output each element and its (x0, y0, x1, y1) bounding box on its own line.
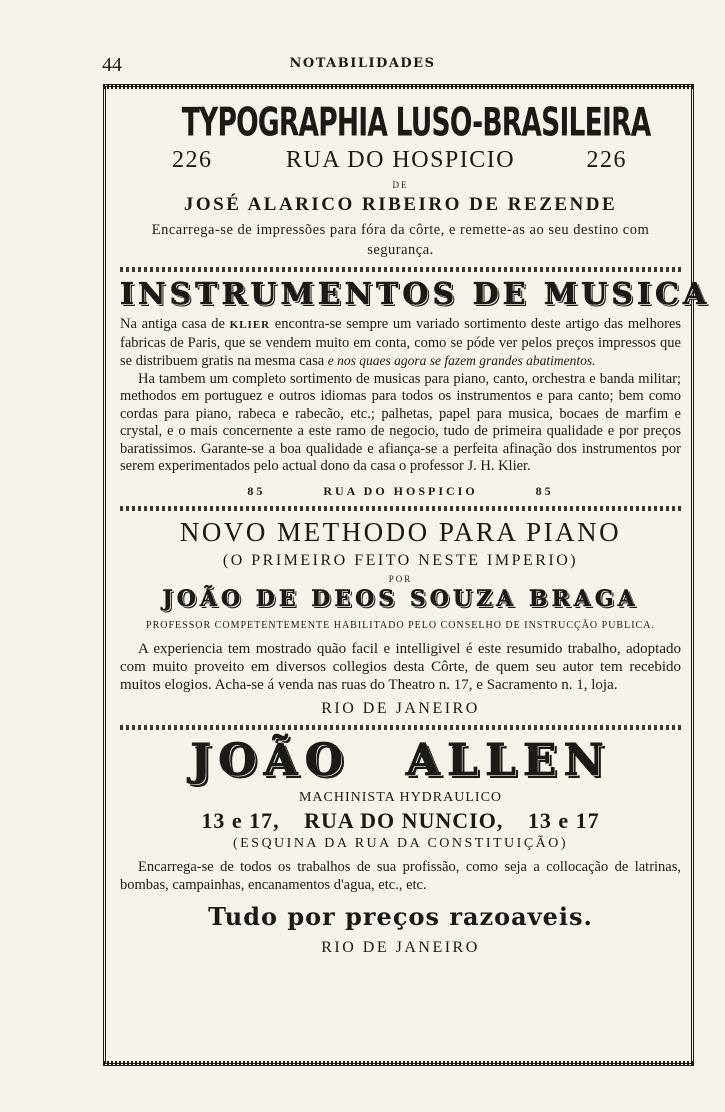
ad-instrumentos-paragraph-1 (120, 316, 681, 371)
divider (120, 506, 681, 511)
address-number-left: 85 (247, 483, 266, 498)
ad-joao-allen (120, 735, 681, 957)
divider (120, 267, 681, 272)
paragraph-1-body: encontra-se sempre um variado sortimento deste artigo das melhores fabricas de Paris, que se vendem muito em conta, como se póde ver pelos preços impressos que se distribuem gratis na mesma casa (120, 316, 681, 369)
divider (120, 725, 681, 730)
address-number-left: 13 e 17, (201, 807, 280, 833)
address-street: RUA DO HOSPICIO (285, 147, 516, 173)
ad-instrumentos (120, 277, 711, 499)
address-number-right: 13 e 17 (527, 807, 600, 833)
address-number-right: 85 (535, 483, 554, 498)
preposition-de: DE (392, 180, 409, 190)
ad-typographia-address (120, 147, 681, 179)
ad-allen-text: Encarrega-se de todos os trabalhos de sua profissão, como seja a collocação de latrinas, bombas, campainhas, encanamentos d'agua, etc., etc. (120, 858, 681, 893)
ad-typographia (120, 100, 681, 260)
address-street: RUA DO HOSPICIO (323, 483, 478, 498)
ad-allen-title (120, 735, 681, 786)
address-number-left: 226 (172, 147, 213, 173)
ad-methodo-subtitle: (O PRIMEIRO FEITO NESTE IMPERIO) (222, 551, 579, 569)
address-number-right: 226 (586, 147, 627, 173)
klier-name: KLIER (229, 319, 271, 331)
ad-instrumentos-address (120, 484, 681, 499)
ad-allen-role: MACHINISTA HYDRAULICO (298, 789, 503, 805)
running-head: NOTABILIDADES (289, 56, 436, 71)
ad-methodo-piano (120, 517, 681, 718)
ad-methodo-text: A experiencia tem mostrado quão facil e intelligivel é este resumido trabalho, adoptado com muito proveito em diversos collegios desta Côrte, de quem seu autor tem recebido muitos elogios. Acha-se á venda nas ruas do Theatro n. 17, e Sacramento n. 1, loja. (120, 640, 681, 693)
ad-instrumentos-paragraph-2: Ha tambem um completo sortimento de musicas para piano, canto, orchestra e banda militar; methodos em portuguez e outros idiomas para todos os instrumentos e para canto; bem como cordas para piano, rabeca e rabecão, etc.; palhetas, papel para musica, bocaes de marfim e crystal, e o mais concernente a este ramo de negocio, tudo de primeira qualidade e por preços baratissimos. Garante-se a boa qualidade e afiança-se a perfeita afinação dos instrumentos por serem experimentados pelo actual dono da casa o professor J. H. Klier. (120, 370, 681, 474)
ad-typographia-title: TYPOGRAPHIA LUSO-BRASILEIRA (181, 100, 651, 146)
ad-allen-city: RIO DE JANEIRO (321, 938, 480, 956)
ad-allen-address (120, 808, 681, 834)
ad-allen-corner: (ESQUINA DA RUA DA CONSTITUIÇÃO) (232, 835, 569, 851)
ad-methodo-city: RIO DE JANEIRO (321, 699, 480, 717)
title-first-name: JOÃO (190, 734, 350, 786)
ad-typographia-description: Encarrega-se de impressões para fóra da côrte, e remette-as ao seu destino com segurança. (151, 222, 650, 258)
ad-methodo-author: JOÃO DE DEOS SOUZA BRAGA (162, 585, 639, 612)
paragraph-1-italic: e nos quaes agora se fazem grandes abatimentos. (327, 353, 596, 368)
page-number: 44 (102, 54, 122, 76)
ad-methodo-title: NOVO METHODO PARA PIANO (179, 516, 622, 547)
ad-allen-slogan: Tudo por preços razoaveis. (208, 901, 593, 931)
ad-instrumentos-title: INSTRUMENTOS DE MUSICA (120, 277, 711, 312)
ad-typographia-owner: JOSÉ ALARICO RIBEIRO DE REZENDE (183, 194, 618, 215)
address-street: RUA DO NUNCIO, (304, 807, 504, 833)
ad-methodo-credential: PROFESSOR COMPETENTEMENTE HABILITADO PELO CONSELHO DE INSTRUCÇÃO PUBLICA. (146, 619, 655, 631)
page-header (0, 50, 725, 80)
paragraph-1-start: Na antiga casa de (120, 316, 225, 332)
title-last-name: ALLEN (405, 734, 611, 786)
preposition-por: POR (388, 573, 413, 584)
advertisement-frame (103, 84, 711, 1066)
